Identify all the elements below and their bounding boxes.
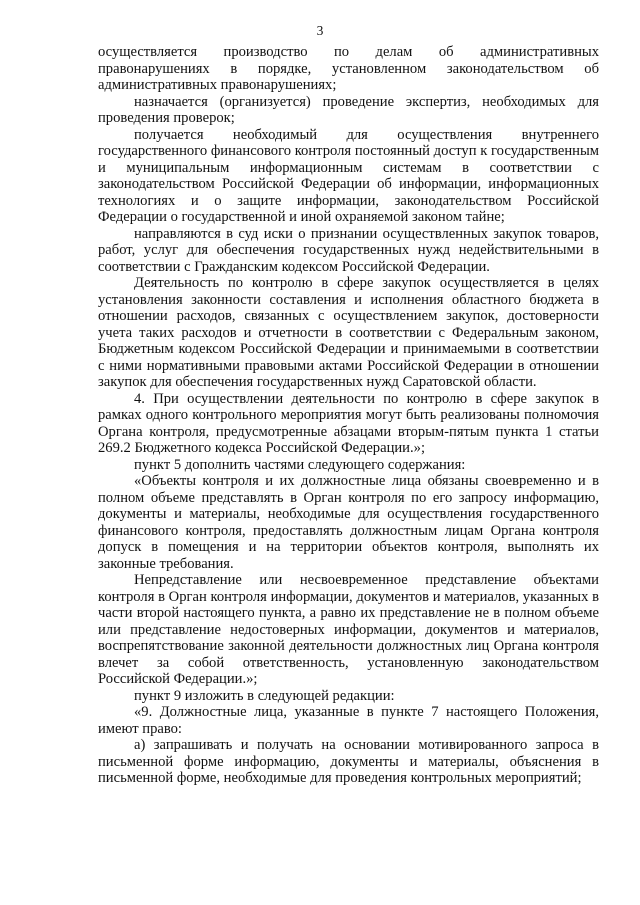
paragraph-2: назначается (организуется) проведение экспертиз, необходимых для проведения проверок; — [98, 93, 599, 126]
paragraph-3: получается необходимый для осуществления внутреннего государственного финансового контроля постоянный доступ к государственным и муниципальным информационным системам в соответствии с законодательством Российской Федерации об информации, информационных технологиях и о защите информации, законодательством Российской Федерации о государственной и иной охраняемой законом тайне; — [98, 126, 599, 225]
paragraph-4: направляются в суд иски о признании осуществленных закупок товаров, работ, услуг для обеспечения государственных нужд недействительными в соответствии с Гражданским кодексом Российской Федерации. — [98, 225, 599, 275]
page-number: 3 — [316, 23, 324, 38]
paragraph-8: «Объекты контроля и их должностные лица обязаны своевременно и в полном объеме представлять в Орган контроля по его запросу информацию, документы и материалы, необходимые для осуществления государственного финансового контроля, предоставлять должностным лицам Органа контроля допуск в помещения и на территории объектов контроля, выполнять их законные требования. — [98, 473, 599, 572]
paragraph-7: пункт 5 дополнить частями следующего содержания: — [134, 456, 466, 473]
paragraph-12: а) запрашивать и получать на основании мотивированного запроса в письменной форме информацию, документы и материалы, объяснения в письменной форме, необходимые для проведения контрольных мероприятий; — [98, 737, 599, 786]
paragraph-5: Деятельность по контролю в сфере закупок осуществляется в целях установления законности составления и исполнения областного бюджета в отношении расходов, связанных с осуществлением закупок, достоверности учета таких расходов и отчетности в соответствии с Федеральным законом, Бюджетным кодексом Российской Федерации и принимаемыми в соответствии с ними нормативными правовыми актами Российской Федерации в отношении закупок для обеспечения государственных нужд Саратовской области. — [98, 275, 599, 390]
paragraph-10: пункт 9 изложить в следующей редакции: — [134, 687, 395, 704]
paragraph-6: 4. При осуществлении деятельности по контролю в сфере закупок в рамках одного контрольного мероприятия могут быть реализованы полномочия Органа контроля, предусмотренные абзацами вторым-пятым пункта 1 статьи 269.2 Бюджетного кодекса Российской Федерации.»; — [98, 390, 599, 456]
paragraph-1: осуществляется производство по делам об административных правонарушениях в порядке, установленном законодательством об административных правонарушениях; — [98, 44, 599, 93]
paragraph-9: Непредставление или несвоевременное представление объектами контроля в Орган контроля информации, документов и материалов, указанных в части второй настоящего пункта, а равно их представление не в полном объеме или представление недостоверных информации, документов и материалов, воспрепятствование законной деятельности должностных лиц Органа контроля влечет за собой ответственность, установленную законодательством Российской Федерации.»; — [98, 572, 599, 687]
document-body — [98, 44, 599, 787]
paragraph-11: «9. Должностные лица, указанные в пункте 7 настоящего Положения, имеют право: — [98, 704, 599, 737]
